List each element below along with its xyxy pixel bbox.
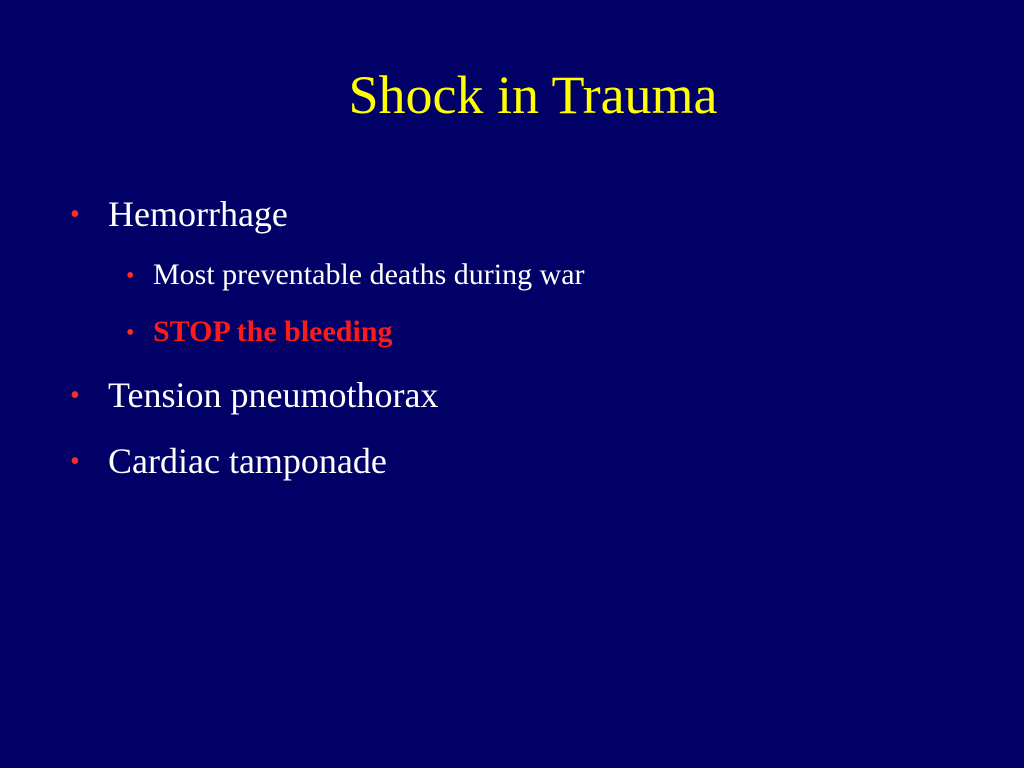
bullet-text-emphasis: STOP the bleeding [153, 315, 393, 348]
bullet-marker: • [70, 446, 80, 477]
bullet-marker: • [126, 263, 135, 289]
bullet-text: Tension pneumothorax [108, 375, 439, 415]
slide-title: Shock in Trauma [348, 65, 718, 125]
bullet-text: Cardiac tamponade [108, 441, 387, 481]
bullet-marker: • [70, 380, 80, 411]
bullet-text: Hemorrhage [108, 194, 288, 234]
bullet-text: Most preventable deaths during war [153, 258, 585, 291]
sub-bullet-item-preventable-deaths [126, 258, 746, 292]
bullet-marker: • [70, 199, 80, 230]
bullet-item-tension-pneumothorax [70, 375, 590, 415]
bullet-item-cardiac-tamponade [70, 441, 530, 481]
bullet-item-hemorrhage [70, 194, 470, 234]
sub-bullet-item-stop-bleeding [126, 315, 526, 349]
bullet-marker: • [126, 320, 135, 346]
